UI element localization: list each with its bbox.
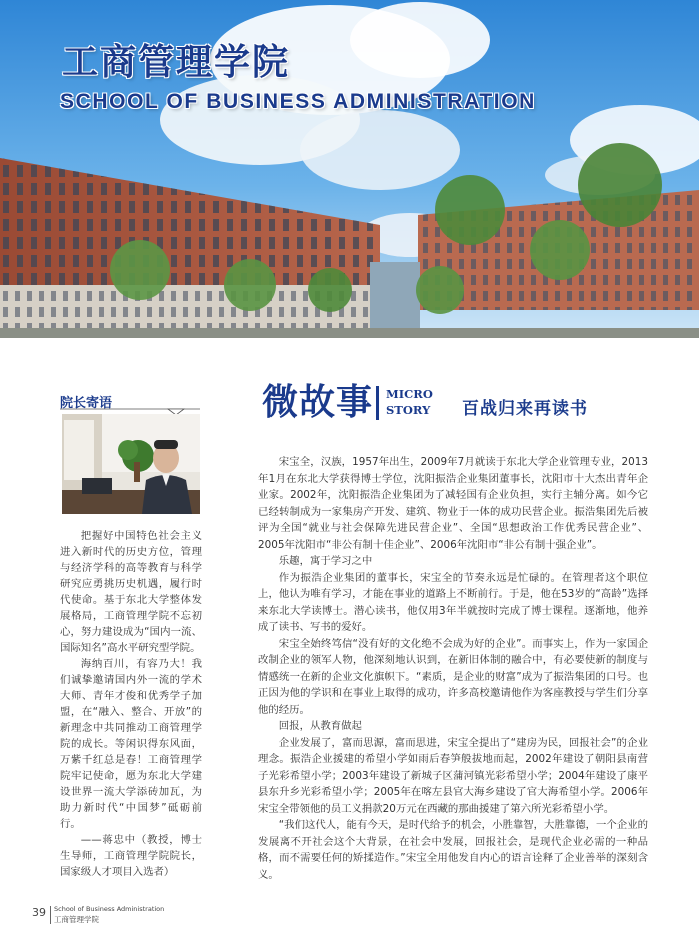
dean-paragraph: 把握好中国特色社会主义进入新时代的历史方位，管理与经济学科的高等教育与科学研究应勇挑历史机遇，履行时代使命。基于东北大学整体发展格局，工商管理学院不忘初心，努力建设成为“国内一流、国际知名”高水平研究型学院。 [60,530,202,654]
micro-story-label-en [386,386,433,418]
page-footer [32,904,232,926]
dean-message-body [60,528,202,880]
header-divider [376,386,379,420]
micro-story-label-en-line2: STORY [386,403,431,417]
hero-banner [0,0,699,338]
dean-paragraph: 海纳百川，有容乃大！我们诚挚邀请国内外一流的学术大师、青年才俊和优秀学子加盟，在“融入、整合、开放”的新理念中共同推动工商管理学院的成长。等闲识得东风面，万紫千红总是春！工商管理学院牢记使命，愿为东北大学建设世界一流大学添砖加瓦，为助力新时代“中国梦”砥砺前行。 [60,658,202,830]
footer-label-cn: 工商管理学院 [54,915,99,924]
story-paragraph: 宋宝全始终笃信“没有好的文化绝不会成为好的企业”。而事实上，作为一家国企改制企业的领军人物，他深刻地认识到，在新旧体制的融合中，有必要使新的制度与情感统一在新的企业文化旗帜下。“素质，是企业的财富”成为了振浩集团的口号。也正因为他的学识和在事业上取得的成功，许多高校邀请他作为客座教授与学生们分享他的经历。 [258,637,648,716]
story-subheading: 回报，从教育做起 [278,720,362,732]
story-paragraph: 宋宝全，汉族，1957年出生，2009年7月就读于东北大学企业管理专业，2013年1月在东北大学获得博士学位，沈阳振浩企业集团董事长，沈阳市十大杰出青年企业家。2002年，沈阳振浩企业集团为了减轻国有企业负担，实行主辅分离。如今它已经转制成为一家集房产开发、建筑、物业于一体的成功民营企业。振浩集团先后被评为全国“就业与社会保障先进民营企业”、全国“思想政治工作优秀民营企业”、2005年沈阳市“非公有制十佳企业”、2006年沈阳市“非公有制十强企业”。 [258,456,648,551]
dean-message-heading: 院长寄语 [60,396,113,411]
school-title-en: SCHOOL OF BUSINESS ADMINISTRATION [60,90,536,113]
micro-story-header [262,372,642,422]
micro-story-label-en-line1: MICRO [386,387,433,401]
dean-portrait-photo [62,414,200,514]
story-paragraph: 企业发展了，富而思源，富而思进，宋宝全提出了“建房为民，回报社会”的企业理念。振浩企业援建的希望小学如雨后春笋般拔地而起，2002年建设了朝阳县南营子光彩希望小学；2003年建设了新城子区蒲河镇光彩希望小学；2004年建设了康平县东升乡光彩希望小学；2005年在喀左县官大海乡建设了官大海希望小学。2006年宋宝全带领他的员工义捐款20万元在西藏的那曲援建了第六所光彩希望小学。 [258,736,648,815]
page-number: 39 [32,906,46,919]
story-title: 百战归来再读书 [462,399,588,419]
story-paragraph: 作为振浩企业集团的董事长，宋宝全的节奏永远是忙碌的。在管理者这个职位上，他认为唯有学习，才能在事业的道路上不断前行。于是，他在53岁的“高龄”选择来东北大学读博士。潜心读书，他仅用3年半就按时完成了博士课程。逐渐地，他养成了读书、写书的爱好。 [258,571,648,633]
story-paragraph: “我们这代人，能有今天，是时代给予的机会，小胜靠智，大胜靠德，一个企业的发展离不开社会这个大背景，在社会中发展，回报社会，是现代企业必需的一种品格，而不需要任何的矫揉造作。”宋宝全用他发自内心的语言诠释了企业善举的深刻含义。 [258,819,648,881]
footer-label-en: School of Business Administration [54,905,165,913]
dean-signature: ——蒋忠中（教授，博士生导师，工商管理学院院长，国家级人才项目入选者） [60,834,202,878]
story-subheading: 乐趣，寓于学习之中 [278,555,373,567]
school-title-cn: 工商管理学院 [62,41,291,83]
footer-divider [50,906,51,924]
micro-story-body [258,454,648,883]
micro-story-label-cn: 微故事 [262,381,374,423]
